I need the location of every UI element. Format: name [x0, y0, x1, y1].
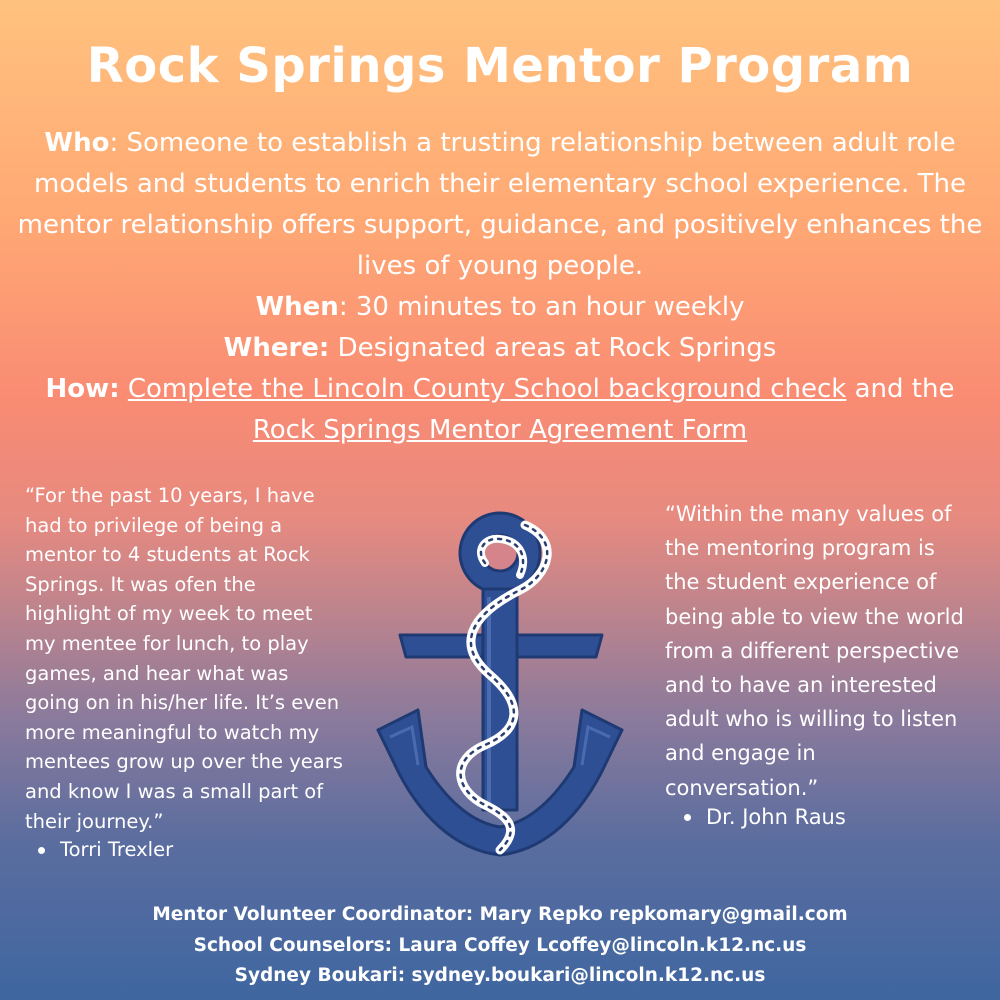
contact-counselor: School Counselors: Laura Coffey Lcoffey@lincoln.k12.nc.us: [193, 934, 807, 956]
how-middle-text: and the: [846, 374, 955, 404]
author-name: Dr. John Raus: [680, 805, 846, 829]
where-section: [0, 328, 1000, 369]
mentor-agreement-link[interactable]: Rock Springs Mentor Agreement Form: [252, 415, 748, 445]
program-info: [0, 123, 1000, 451]
page-title: Rock Springs Mentor Program: [86, 38, 914, 94]
testimonial-author-left: [34, 838, 173, 861]
testimonial-author-right: [680, 805, 846, 829]
when-label: When: [255, 292, 339, 322]
when-section: [0, 287, 1000, 328]
background-check-link[interactable]: Complete the Lincoln County School background check: [127, 374, 847, 404]
contact-counselor-2: Sydney Boukari: sydney.boukari@lincoln.k12.nc.us: [234, 965, 766, 986]
anchor-illustration: [360, 505, 640, 865]
how-label: How:: [45, 374, 120, 404]
where-label: Where:: [223, 333, 330, 363]
contact-footer: [0, 900, 1000, 992]
testimonial-quote-left: “For the past 10 years, I have had to privilege of being a mentor to 4 students at Rock Springs. It was ofen the highlight of my week to meet my mentee for lunch, to play games, and hear what was going on in his/her life. It’s even more meaningful to watch my mentees grow up over the years and know I was a small part of their journey.”: [25, 484, 343, 833]
author-name: Torri Trexler: [34, 838, 173, 861]
contact-coordinator: Mentor Volunteer Coordinator: Mary Repko repkomary@gmail.com: [152, 904, 848, 925]
when-text: : 30 minutes to an hour weekly: [338, 292, 745, 322]
testimonial-quote-right: “Within the many values of the mentoring program is the student experience of being able to view the world from a different perspective and to have an interested adult who is willing to listen and engage in conversation.”: [665, 502, 964, 800]
how-section: [0, 369, 1000, 451]
who-text: : Someone to establish a trusting relationship between adult role models and students to enrich their elementary school experience. The mentor relationship offers support, guidance, and positively enhances the lives of young people.: [17, 128, 983, 281]
anchor-icon: [360, 505, 640, 865]
who-section: [0, 123, 1000, 287]
where-text: Designated areas at Rock Springs: [329, 333, 777, 363]
who-label: Who: [44, 128, 110, 158]
